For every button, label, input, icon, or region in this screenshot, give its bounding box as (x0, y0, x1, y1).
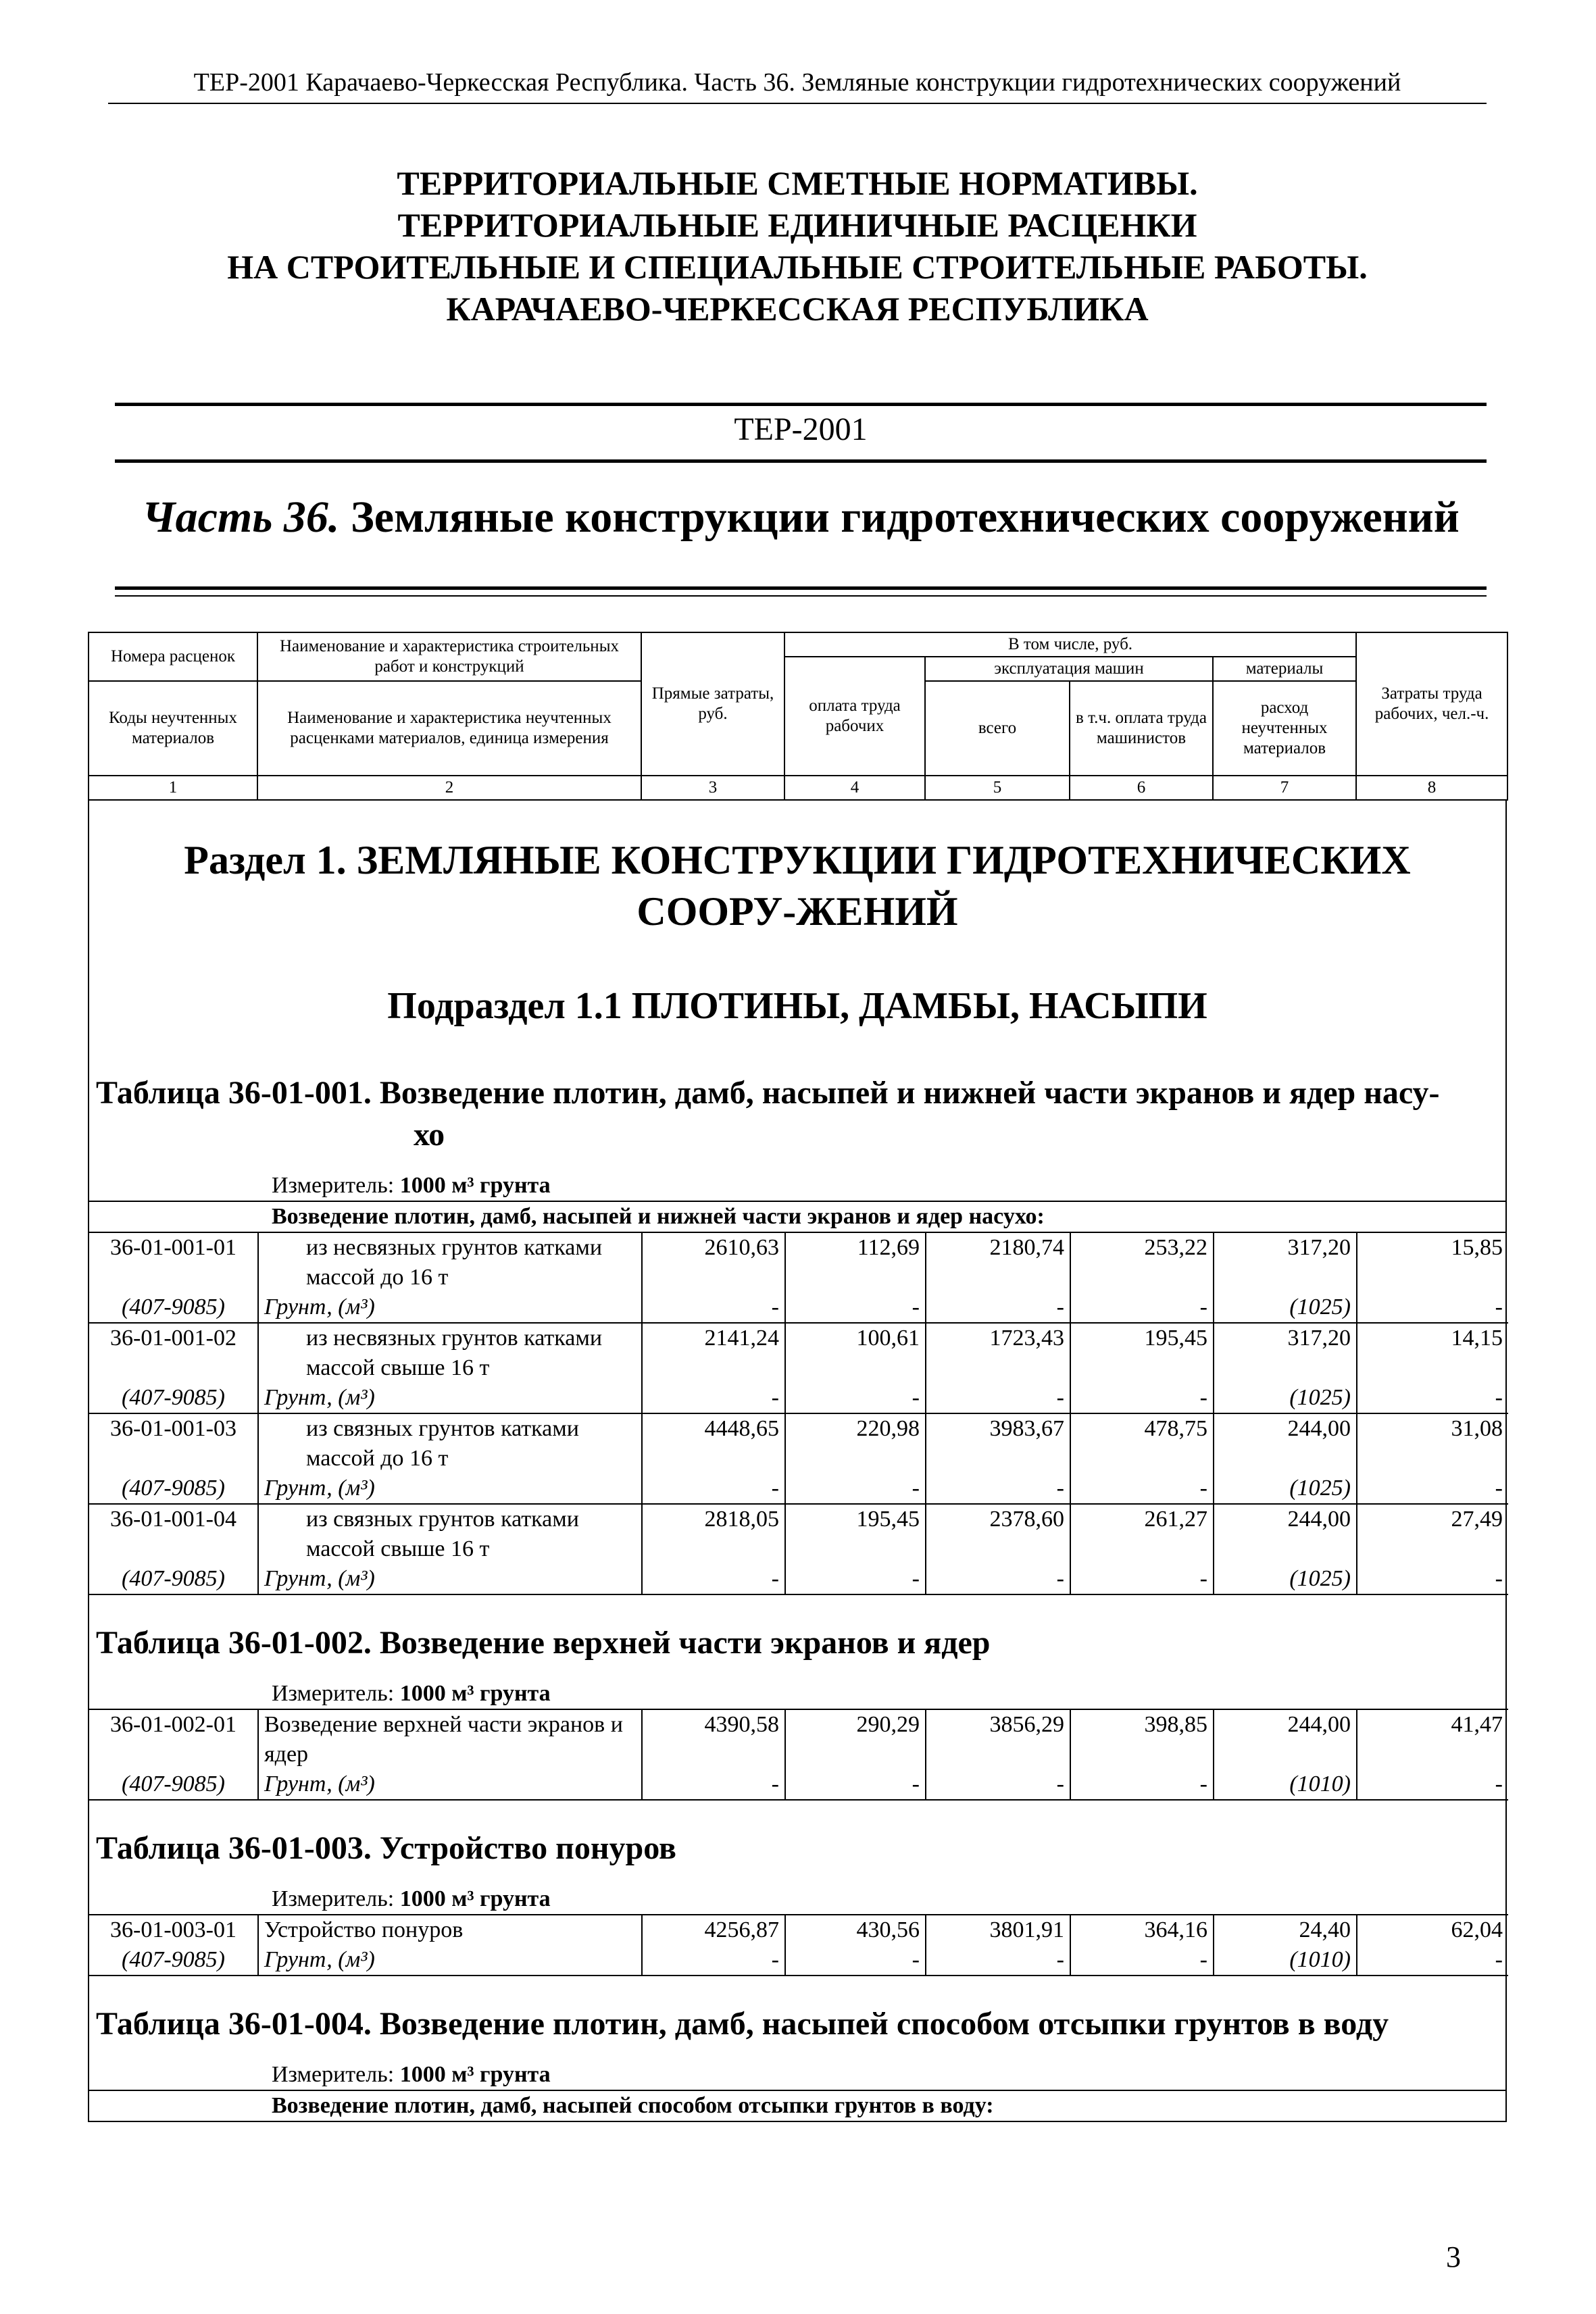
table-header (88, 632, 1508, 801)
rate-name: из несвязных грунтов катками массой свыше 16 т (258, 1323, 642, 1383)
material-name: Грунт, (м³) (258, 1383, 642, 1413)
material-quantity: (1010) (1214, 1945, 1357, 1976)
divider (115, 459, 1487, 463)
table-row (89, 1413, 1508, 1474)
column-number: 5 (925, 776, 1070, 800)
material-name: Грунт, (м³) (258, 1945, 642, 1976)
dash: - (1357, 1945, 1508, 1976)
dash: - (642, 1769, 785, 1800)
direct-costs: 4256,87 (642, 1915, 785, 1945)
wages: 112,69 (785, 1233, 926, 1292)
title-line: КАРАЧАЕВО-ЧЕРКЕССКАЯ РЕСПУБЛИКА (446, 290, 1149, 328)
dash: - (1070, 1383, 1214, 1413)
header-materials: материалы (1213, 657, 1356, 681)
materials: 317,20 (1214, 1233, 1357, 1292)
rate-name: Устройство понуров (258, 1915, 642, 1945)
material-name: Грунт, (м³) (258, 1769, 642, 1800)
divider (115, 586, 1487, 590)
machines-wages: 364,16 (1070, 1915, 1214, 1945)
divider (115, 595, 1487, 597)
title-line: ТЕРРИТОРИАЛЬНЫЕ СМЕТНЫЕ НОРМАТИВЫ. (397, 164, 1198, 202)
material-quantity: (1025) (1214, 1292, 1357, 1323)
material-code: (407-9085) (89, 1292, 258, 1323)
wages: 220,98 (785, 1413, 926, 1474)
section-title: Раздел 1. ЗЕМЛЯНЫЕ КОНСТРУКЦИИ ГИДРОТЕХНИЧЕСКИХ СООРУ-ЖЕНИЙ (184, 838, 1411, 934)
header-materials-unaccounted: расход неучтенных материалов (1213, 681, 1356, 776)
materials: 317,20 (1214, 1323, 1357, 1383)
column-number: 8 (1356, 776, 1507, 800)
measure (89, 2045, 1505, 2090)
rate-code: 36-01-001-03 (89, 1413, 258, 1474)
dash: - (926, 1474, 1070, 1504)
material-code: (407-9085) (89, 1769, 258, 1800)
material-row (89, 1383, 1508, 1413)
material-row (89, 1474, 1508, 1504)
dash: - (642, 1474, 785, 1504)
measure (89, 1869, 1505, 1914)
rates-table (89, 1914, 1508, 1976)
rate-code: 36-01-001-01 (89, 1233, 258, 1292)
header-direct-costs: Прямые затраты, руб. (641, 632, 784, 776)
measure-label: Измеритель: (272, 2062, 395, 2087)
dash: - (785, 1383, 926, 1413)
material-quantity: (1025) (1214, 1474, 1357, 1504)
title-line: ТЕРРИТОРИАЛЬНЫЕ ЕДИНИЧНЫЕ РАСЦЕНКИ (397, 206, 1197, 244)
sub-heading: Возведение плотин, дамб, насыпей способом отсыпки грунтов в воду: (89, 2090, 1505, 2121)
table-title-line: Таблица 36-01-001. Возведение плотин, дамб, насыпей и нижней части экранов и ядер насу- (96, 1075, 1440, 1111)
material-code: (407-9085) (89, 1474, 258, 1504)
machines-wages: 478,75 (1070, 1413, 1214, 1474)
dash: - (785, 1474, 926, 1504)
header-machines: эксплуатация машин (925, 657, 1213, 681)
materials: 244,00 (1214, 1504, 1357, 1564)
header-name: Наименование и характеристика строительных работ и конструкций (257, 632, 641, 681)
table-title (89, 1055, 1505, 1156)
wages: 100,61 (785, 1323, 926, 1383)
table-body-frame (88, 801, 1507, 2122)
direct-costs: 4448,65 (642, 1413, 785, 1474)
dash: - (926, 1383, 1070, 1413)
table-row (89, 1915, 1508, 1945)
dash: - (926, 1769, 1070, 1800)
rates-table (89, 1233, 1508, 1595)
dash: - (926, 1292, 1070, 1323)
dash: - (1357, 1474, 1508, 1504)
divider (115, 403, 1487, 406)
table-title: Таблица 36-01-004. Возведение плотин, дамб, насыпей способом отсыпки грунтов в воду (96, 2006, 1389, 2042)
rate-name: из связных грунтов катками массой свыше 16 т (258, 1504, 642, 1564)
materials: 244,00 (1214, 1413, 1357, 1474)
material-code: (407-9085) (89, 1945, 258, 1976)
dash: - (926, 1564, 1070, 1594)
wages: 430,56 (785, 1915, 926, 1945)
dash: - (642, 1383, 785, 1413)
labor: 62,04 (1451, 1917, 1503, 1942)
subsection-title: Подраздел 1.1 ПЛОТИНЫ, ДАМБЫ, НАСЫПИ (387, 985, 1207, 1027)
ter-label: ТЕР-2001 (734, 411, 868, 447)
measure-label: Измеритель: (272, 1173, 395, 1198)
price-table (88, 632, 1507, 2122)
dash: - (926, 1945, 1070, 1976)
measure-label: Измеритель: (272, 1886, 395, 1911)
dash: - (1357, 1564, 1508, 1594)
labor: 14,15 (1451, 1326, 1503, 1351)
rate-name: Возведение верхней части экранов и ядер (258, 1709, 642, 1769)
machines-total: 2180,74 (926, 1233, 1070, 1292)
machines-wages: 195,45 (1070, 1323, 1214, 1383)
header-codes: Номера расценок (89, 632, 257, 681)
material-row (89, 1292, 1508, 1323)
labor: 15,85 (1451, 1235, 1503, 1260)
part-name: Земляные конструкции гидротехнических сооружений (350, 493, 1460, 542)
machines-wages: 253,22 (1070, 1233, 1214, 1292)
wages: 290,29 (785, 1709, 926, 1769)
column-number: 2 (257, 776, 641, 800)
dash: - (642, 1945, 785, 1976)
table-title: Таблица 36-01-003. Устройство понуров (96, 1830, 676, 1866)
title-line: НА СТРОИТЕЛЬНЫЕ И СПЕЦИАЛЬНЫЕ СТРОИТЕЛЬНЫЕ РАБОТЫ. (227, 248, 1368, 286)
running-header: ТЕР-2001 Карачаево-Черкесская Республика. Часть 36. Земляные конструкции гидротехнических сооружений (108, 68, 1487, 104)
direct-costs: 2818,05 (642, 1504, 785, 1564)
column-number: 7 (1213, 776, 1356, 800)
dash: - (1357, 1383, 1508, 1413)
table-row (89, 1504, 1508, 1564)
table-title: Таблица 36-01-002. Возведение верхней части экранов и ядер (96, 1625, 991, 1661)
rate-name: из связных грунтов катками массой до 16 т (258, 1413, 642, 1474)
table-row (89, 1323, 1508, 1383)
material-code: (407-9085) (89, 1383, 258, 1413)
dash: - (785, 1945, 926, 1976)
column-number: 4 (784, 776, 925, 800)
machines-total: 3801,91 (926, 1915, 1070, 1945)
dash: - (1070, 1945, 1214, 1976)
labor: 31,08 (1451, 1416, 1503, 1441)
column-number: 3 (641, 776, 784, 800)
rate-code: 36-01-001-02 (89, 1323, 258, 1383)
table-row (89, 1709, 1508, 1769)
header-codes-unaccounted: Коды неучтенных материалов (89, 681, 257, 776)
measure-value: 1000 м³ грунта (399, 2062, 551, 2087)
direct-costs: 2610,63 (642, 1233, 785, 1292)
rate-name: из несвязных грунтов катками массой до 16 т (258, 1233, 642, 1292)
dash: - (785, 1564, 926, 1594)
labor: 27,49 (1451, 1507, 1503, 1532)
dash: - (1070, 1769, 1214, 1800)
rate-code: 36-01-003-01 (89, 1915, 258, 1945)
header-wages: оплата труда рабочих (784, 657, 925, 776)
material-code: (407-9085) (89, 1564, 258, 1594)
dash: - (1070, 1564, 1214, 1594)
dash: - (785, 1769, 926, 1800)
direct-costs: 4390,58 (642, 1709, 785, 1769)
material-name: Грунт, (м³) (258, 1564, 642, 1594)
measure-value: 1000 м³ грунта (399, 1681, 551, 1706)
dash: - (642, 1292, 785, 1323)
dash: - (1357, 1292, 1508, 1323)
material-row (89, 1564, 1508, 1594)
machines-total: 3983,67 (926, 1413, 1070, 1474)
material-row (89, 1769, 1508, 1800)
rate-code: 36-01-001-04 (89, 1504, 258, 1564)
table-row (89, 1233, 1508, 1292)
document-title (108, 162, 1487, 330)
machines-total: 1723,43 (926, 1323, 1070, 1383)
measure-label: Измеритель: (272, 1681, 395, 1706)
dash: - (1357, 1769, 1508, 1800)
wages: 195,45 (785, 1504, 926, 1564)
materials: 24,40 (1214, 1915, 1357, 1945)
material-row (89, 1945, 1508, 1976)
measure (89, 1664, 1505, 1709)
header-name-unaccounted: Наименование и характеристика неучтенных расценками материалов, единица измерения (257, 681, 641, 776)
direct-costs: 2141,24 (642, 1323, 785, 1383)
material-name: Грунт, (м³) (258, 1474, 642, 1504)
measure (89, 1156, 1505, 1201)
part-title (115, 492, 1487, 543)
material-quantity: (1025) (1214, 1564, 1357, 1594)
header-labor: Затраты труда рабочих, чел.-ч. (1356, 632, 1507, 776)
rate-code: 36-01-002-01 (89, 1709, 258, 1769)
labor: 41,47 (1451, 1712, 1503, 1737)
page-number: 3 (1446, 2240, 1461, 2273)
header-machines-total: всего (925, 681, 1070, 776)
rates-table (89, 1709, 1508, 1801)
measure-value: 1000 м³ грунта (399, 1173, 551, 1198)
column-number: 1 (89, 776, 257, 800)
part-number: Часть 36. (142, 493, 340, 542)
machines-wages: 261,27 (1070, 1504, 1214, 1564)
dash: - (642, 1564, 785, 1594)
machines-total: 2378,60 (926, 1504, 1070, 1564)
dash: - (1070, 1474, 1214, 1504)
material-name: Грунт, (м³) (258, 1292, 642, 1323)
sub-heading: Возведение плотин, дамб, насыпей и нижней части экранов и ядер насухо: (89, 1201, 1505, 1233)
column-number: 6 (1070, 776, 1213, 800)
machines-wages: 398,85 (1070, 1709, 1214, 1769)
material-quantity: (1025) (1214, 1383, 1357, 1413)
dash: - (1070, 1292, 1214, 1323)
dash: - (785, 1292, 926, 1323)
measure-value: 1000 м³ грунта (399, 1886, 551, 1911)
material-quantity: (1010) (1214, 1769, 1357, 1800)
materials: 244,00 (1214, 1709, 1357, 1769)
header-machines-wages: в т.ч. оплата труда машинистов (1070, 681, 1213, 776)
machines-total: 3856,29 (926, 1709, 1070, 1769)
table-title-line: хо (414, 1117, 445, 1153)
header-including: В том числе, руб. (784, 632, 1356, 657)
